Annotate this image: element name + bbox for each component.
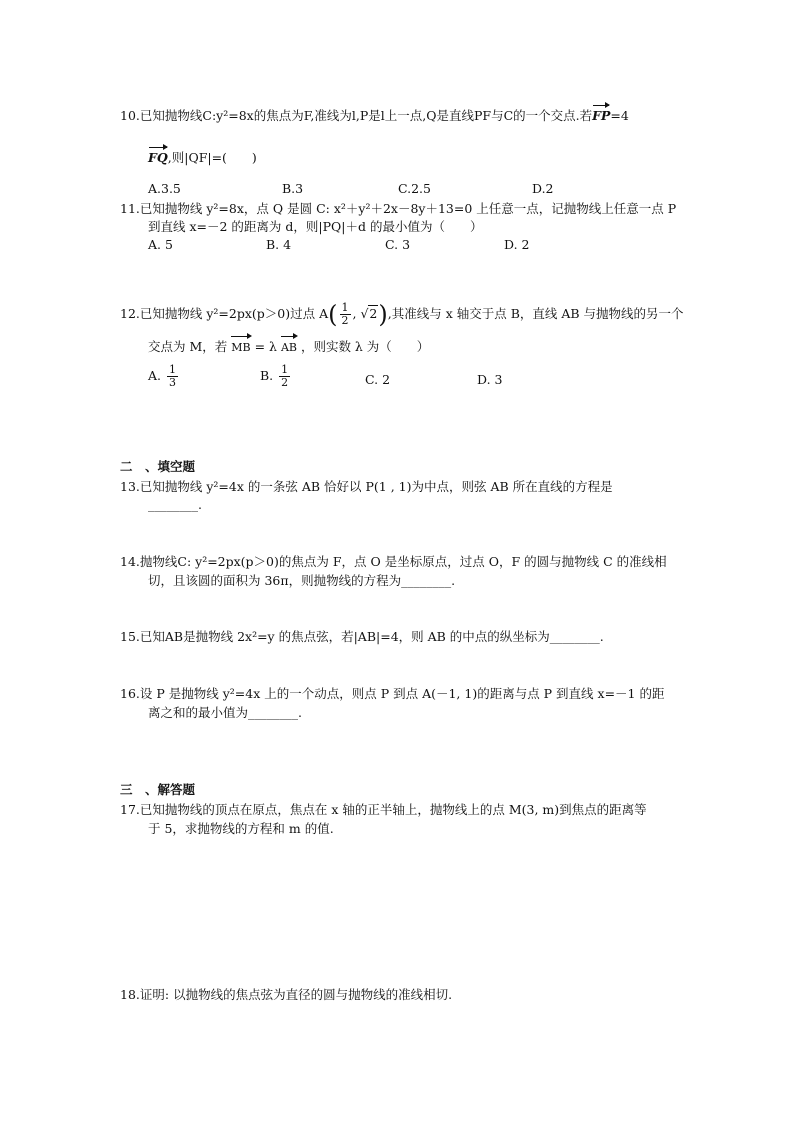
q17-line1: 17.已知抛物线的顶点在原点，焦点在 x 轴的正半轴上，抛物线上的点 M(3, m)到焦点的距离等 xyxy=(120,802,647,817)
vector-mb: MB xyxy=(231,341,251,354)
q10-line2: FQ,则|QF|=( ) xyxy=(148,150,257,165)
q18-line1: 18.证明: 以抛物线的焦点弦为直径的圆与抛物线的准线相切. xyxy=(120,987,453,1002)
q13-line2: ________. xyxy=(148,497,202,512)
left-paren-icon: ( xyxy=(328,300,338,329)
q12-option-d: D. 3 xyxy=(477,372,503,387)
q14-line1: 14.抛物线C: y²=2px(p＞0)的焦点为 F，点 O 是坐标原点，过点 O，F 的圆与抛物线 C 的准线相 xyxy=(120,554,667,569)
vector-fp: FP xyxy=(592,108,611,123)
section-fill-in: 二 、填空题 xyxy=(120,459,196,474)
q13-line1: 13.已知抛物线 y²=4x 的一条弦 AB 恰好以 P(1 , 1)为中点，则弦 AB 所在直线的方程是 xyxy=(120,479,613,494)
q10-option-b: B.3 xyxy=(282,181,304,196)
fraction-one-half: $\frac{1}{2}$ xyxy=(341,301,349,327)
q16-line2: 离之和的最小值为________. xyxy=(148,705,302,720)
q16-line1: 16.设 P 是抛物线 y²=4x 上的一个动点，则点 P 到点 A(－1, 1)的距离与点 P 到直线 x=－1 的距 xyxy=(120,686,665,701)
radical-icon: √ xyxy=(360,306,369,321)
q12-option-b: B. $\frac{1}{2}$ xyxy=(260,363,289,389)
q12-option-c: C. 2 xyxy=(365,372,391,387)
q11-option-c: C. 3 xyxy=(385,237,411,252)
q17-line2: 于 5，求抛物线的方程和 m 的值. xyxy=(148,821,334,836)
q12-option-a: A. $\frac{1}{3}$ xyxy=(148,363,176,389)
q15-line1: 15.已知AB是抛物线 2x²=y 的焦点弦，若|AB|=4，则 AB 的中点的纵坐标为________. xyxy=(120,629,604,644)
sqrt-two: √2 xyxy=(360,306,378,321)
q11-line1: 11.已知抛物线 y²=8x，点 Q 是圆 C: x²＋y²＋2x－8y＋13=0 上任意一点，记抛物线上任意一点 P xyxy=(120,201,677,216)
q11-option-b: B. 4 xyxy=(266,237,292,252)
q10-option-d: D.2 xyxy=(532,181,554,196)
q14-line2: 切，且该圆的面积为 36π，则抛物线的方程为________. xyxy=(148,573,456,588)
q10-option-a: A.3.5 xyxy=(148,181,181,196)
q11-option-a: A. 5 xyxy=(148,237,173,252)
vector-ab: AB xyxy=(280,341,297,354)
right-paren-icon: ) xyxy=(378,300,388,329)
q10-line1: 10.已知抛物线C:y²=8x的焦点为F,准线为l,P是l上一点,Q是直线PF与C的一个交点.若FP=4 xyxy=(120,108,629,123)
q12-line2: 交点为 M，若 MB = λ AB ，则实数 λ 为（ ） xyxy=(148,339,430,354)
section-answer: 三 、解答题 xyxy=(120,782,196,797)
q12-line1: 12.已知抛物线 y²=2px(p＞0)过点 A( $\frac{1}{2}$ , √2),其准线与 x 轴交于点 B，直线 AB 与抛物线的另一个 xyxy=(120,300,684,329)
q11-line2: 到直线 x=－2 的距离为 d，则|PQ|＋d 的最小值为（ ） xyxy=(148,219,483,234)
vector-fq: FQ xyxy=(148,150,168,165)
q11-option-d: D. 2 xyxy=(504,237,530,252)
q10-option-c: C.2.5 xyxy=(398,181,431,196)
